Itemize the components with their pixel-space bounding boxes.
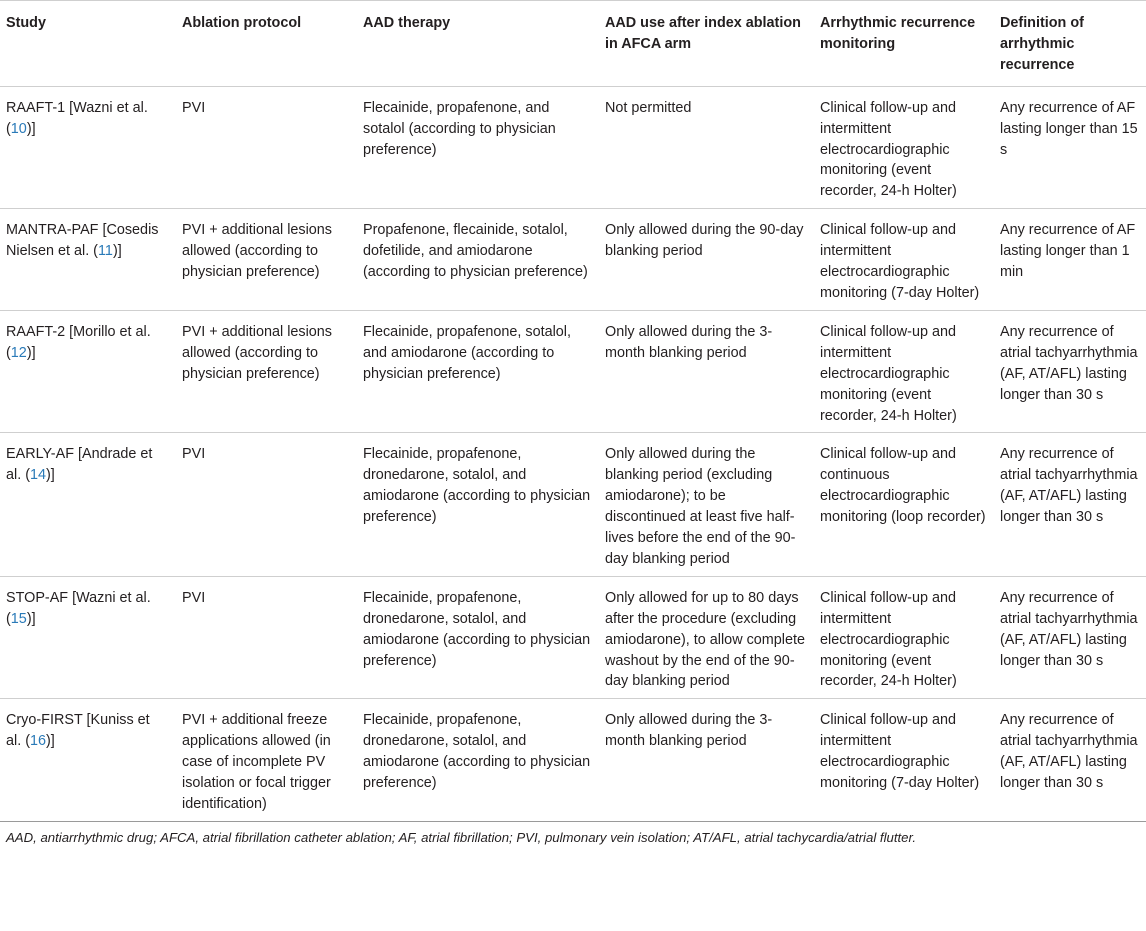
cell-therapy: Propafenone, flecainide, sotalol, dofetilide, and amiodarone (according to physician preference) xyxy=(357,209,599,311)
reference-link[interactable]: 12 xyxy=(10,344,27,361)
cell-therapy: Flecainide, propafenone, sotalol, and amiodarone (according to physician preference) xyxy=(357,310,599,433)
cell-aad-use: Only allowed during the 3-month blanking period xyxy=(599,699,814,822)
header-ablation-protocol: Ablation protocol xyxy=(176,1,357,87)
header-aad-therapy: AAD therapy xyxy=(357,1,599,87)
table-footnote: AAD, antiarrhythmic drug; AFCA, atrial fibrillation catheter ablation; AF, atrial fibrillation; PVI, pulmonary vein isolation; AT/AFL, atrial tachycardia/atrial flutter. xyxy=(6,829,917,845)
cell-definition: Any recurrence of atrial tachyarrhythmia (AF, AT/AFL) lasting longer than 30 s xyxy=(994,433,1146,576)
header-aad-use: AAD use after index ablation in AFCA arm xyxy=(599,1,814,87)
table-row xyxy=(0,86,1146,209)
cell-study: RAAFT-2 [Morillo et al. (12)] xyxy=(0,310,176,433)
cell-monitoring: Clinical follow-up and intermittent electrocardiographic monitoring (event recorder, 24-h Holter) xyxy=(814,86,994,209)
reference-link[interactable]: 10 xyxy=(10,120,27,137)
cell-aad-use: Only allowed during the blanking period (excluding amiodarone); to be discontinued at least five half-lives before the end of the 90-day blanking period xyxy=(599,433,814,576)
cell-protocol: PVI + additional freeze applications allowed (in case of incomplete PV isolation or focal trigger identification) xyxy=(176,699,357,822)
cell-monitoring: Clinical follow-up and continuous electrocardiographic monitoring (loop recorder) xyxy=(814,433,994,576)
cell-protocol: PVI + additional lesions allowed (according to physician preference) xyxy=(176,310,357,433)
header-study: Study xyxy=(0,1,176,87)
cell-study: EARLY-AF [Andrade et al. (14)] xyxy=(0,433,176,576)
cell-aad-use: Only allowed during the 3-month blanking period xyxy=(599,310,814,433)
cell-protocol: PVI xyxy=(176,86,357,209)
cell-monitoring: Clinical follow-up and intermittent electrocardiographic monitoring (event recorder, 24-h Holter) xyxy=(814,310,994,433)
cell-therapy: Flecainide, propafenone, dronedarone, sotalol, and amiodarone (according to physician preference) xyxy=(357,433,599,576)
cell-definition: Any recurrence of AF lasting longer than 15 s xyxy=(994,86,1146,209)
cell-protocol: PVI xyxy=(176,576,357,699)
cell-monitoring: Clinical follow-up and intermittent electrocardiographic monitoring (event recorder, 24-h Holter) xyxy=(814,576,994,699)
reference-link[interactable]: 16 xyxy=(30,733,47,750)
cell-aad-use: Not permitted xyxy=(599,86,814,209)
cell-aad-use: Only allowed for up to 80 days after the procedure (excluding amiodarone), to allow complete washout by the end of the 90-day blanking period xyxy=(599,576,814,699)
cell-definition: Any recurrence of atrial tachyarrhythmia (AF, AT/AFL) lasting longer than 30 s xyxy=(994,576,1146,699)
header-row xyxy=(0,1,1146,87)
cell-study: MANTRA-PAF [Cosedis Nielsen et al. (11)] xyxy=(0,209,176,311)
cell-study: RAAFT-1 [Wazni et al. (10)] xyxy=(0,86,176,209)
reference-link[interactable]: 14 xyxy=(30,467,47,484)
cell-study: Cryo-FIRST [Kuniss et al. (16)] xyxy=(0,699,176,822)
reference-link[interactable]: 15 xyxy=(10,610,27,627)
reference-link[interactable]: 11 xyxy=(97,243,113,260)
cell-protocol: PVI + additional lesions allowed (according to physician preference) xyxy=(176,209,357,311)
cell-therapy: Flecainide, propafenone, dronedarone, sotalol, and amiodarone (according to physician preference) xyxy=(357,576,599,699)
cell-aad-use: Only allowed during the 90-day blanking period xyxy=(599,209,814,311)
cell-study: STOP-AF [Wazni et al. (15)] xyxy=(0,576,176,699)
table-header xyxy=(0,1,1146,87)
cell-monitoring: Clinical follow-up and intermittent electrocardiographic monitoring (7-day Holter) xyxy=(814,699,994,822)
cell-therapy: Flecainide, propafenone, dronedarone, sotalol, and amiodarone (according to physician preference) xyxy=(357,699,599,822)
cell-protocol: PVI xyxy=(176,433,357,576)
table-row xyxy=(0,209,1146,311)
cell-monitoring: Clinical follow-up and intermittent electrocardiographic monitoring (7-day Holter) xyxy=(814,209,994,311)
header-definition: Definition of arrhythmic recurrence xyxy=(994,1,1146,87)
header-monitoring: Arrhythmic recurrence monitoring xyxy=(814,1,994,87)
cell-therapy: Flecainide, propafenone, and sotalol (according to physician preference) xyxy=(357,86,599,209)
table-row xyxy=(0,310,1146,433)
table-row xyxy=(0,433,1146,576)
cell-definition: Any recurrence of atrial tachyarrhythmia (AF, AT/AFL) lasting longer than 30 s xyxy=(994,310,1146,433)
table-row xyxy=(0,699,1146,822)
cell-definition: Any recurrence of AF lasting longer than 1 min xyxy=(994,209,1146,311)
table-body xyxy=(0,86,1146,821)
cell-definition: Any recurrence of atrial tachyarrhythmia (AF, AT/AFL) lasting longer than 30 s xyxy=(994,699,1146,822)
table-row xyxy=(0,576,1146,699)
